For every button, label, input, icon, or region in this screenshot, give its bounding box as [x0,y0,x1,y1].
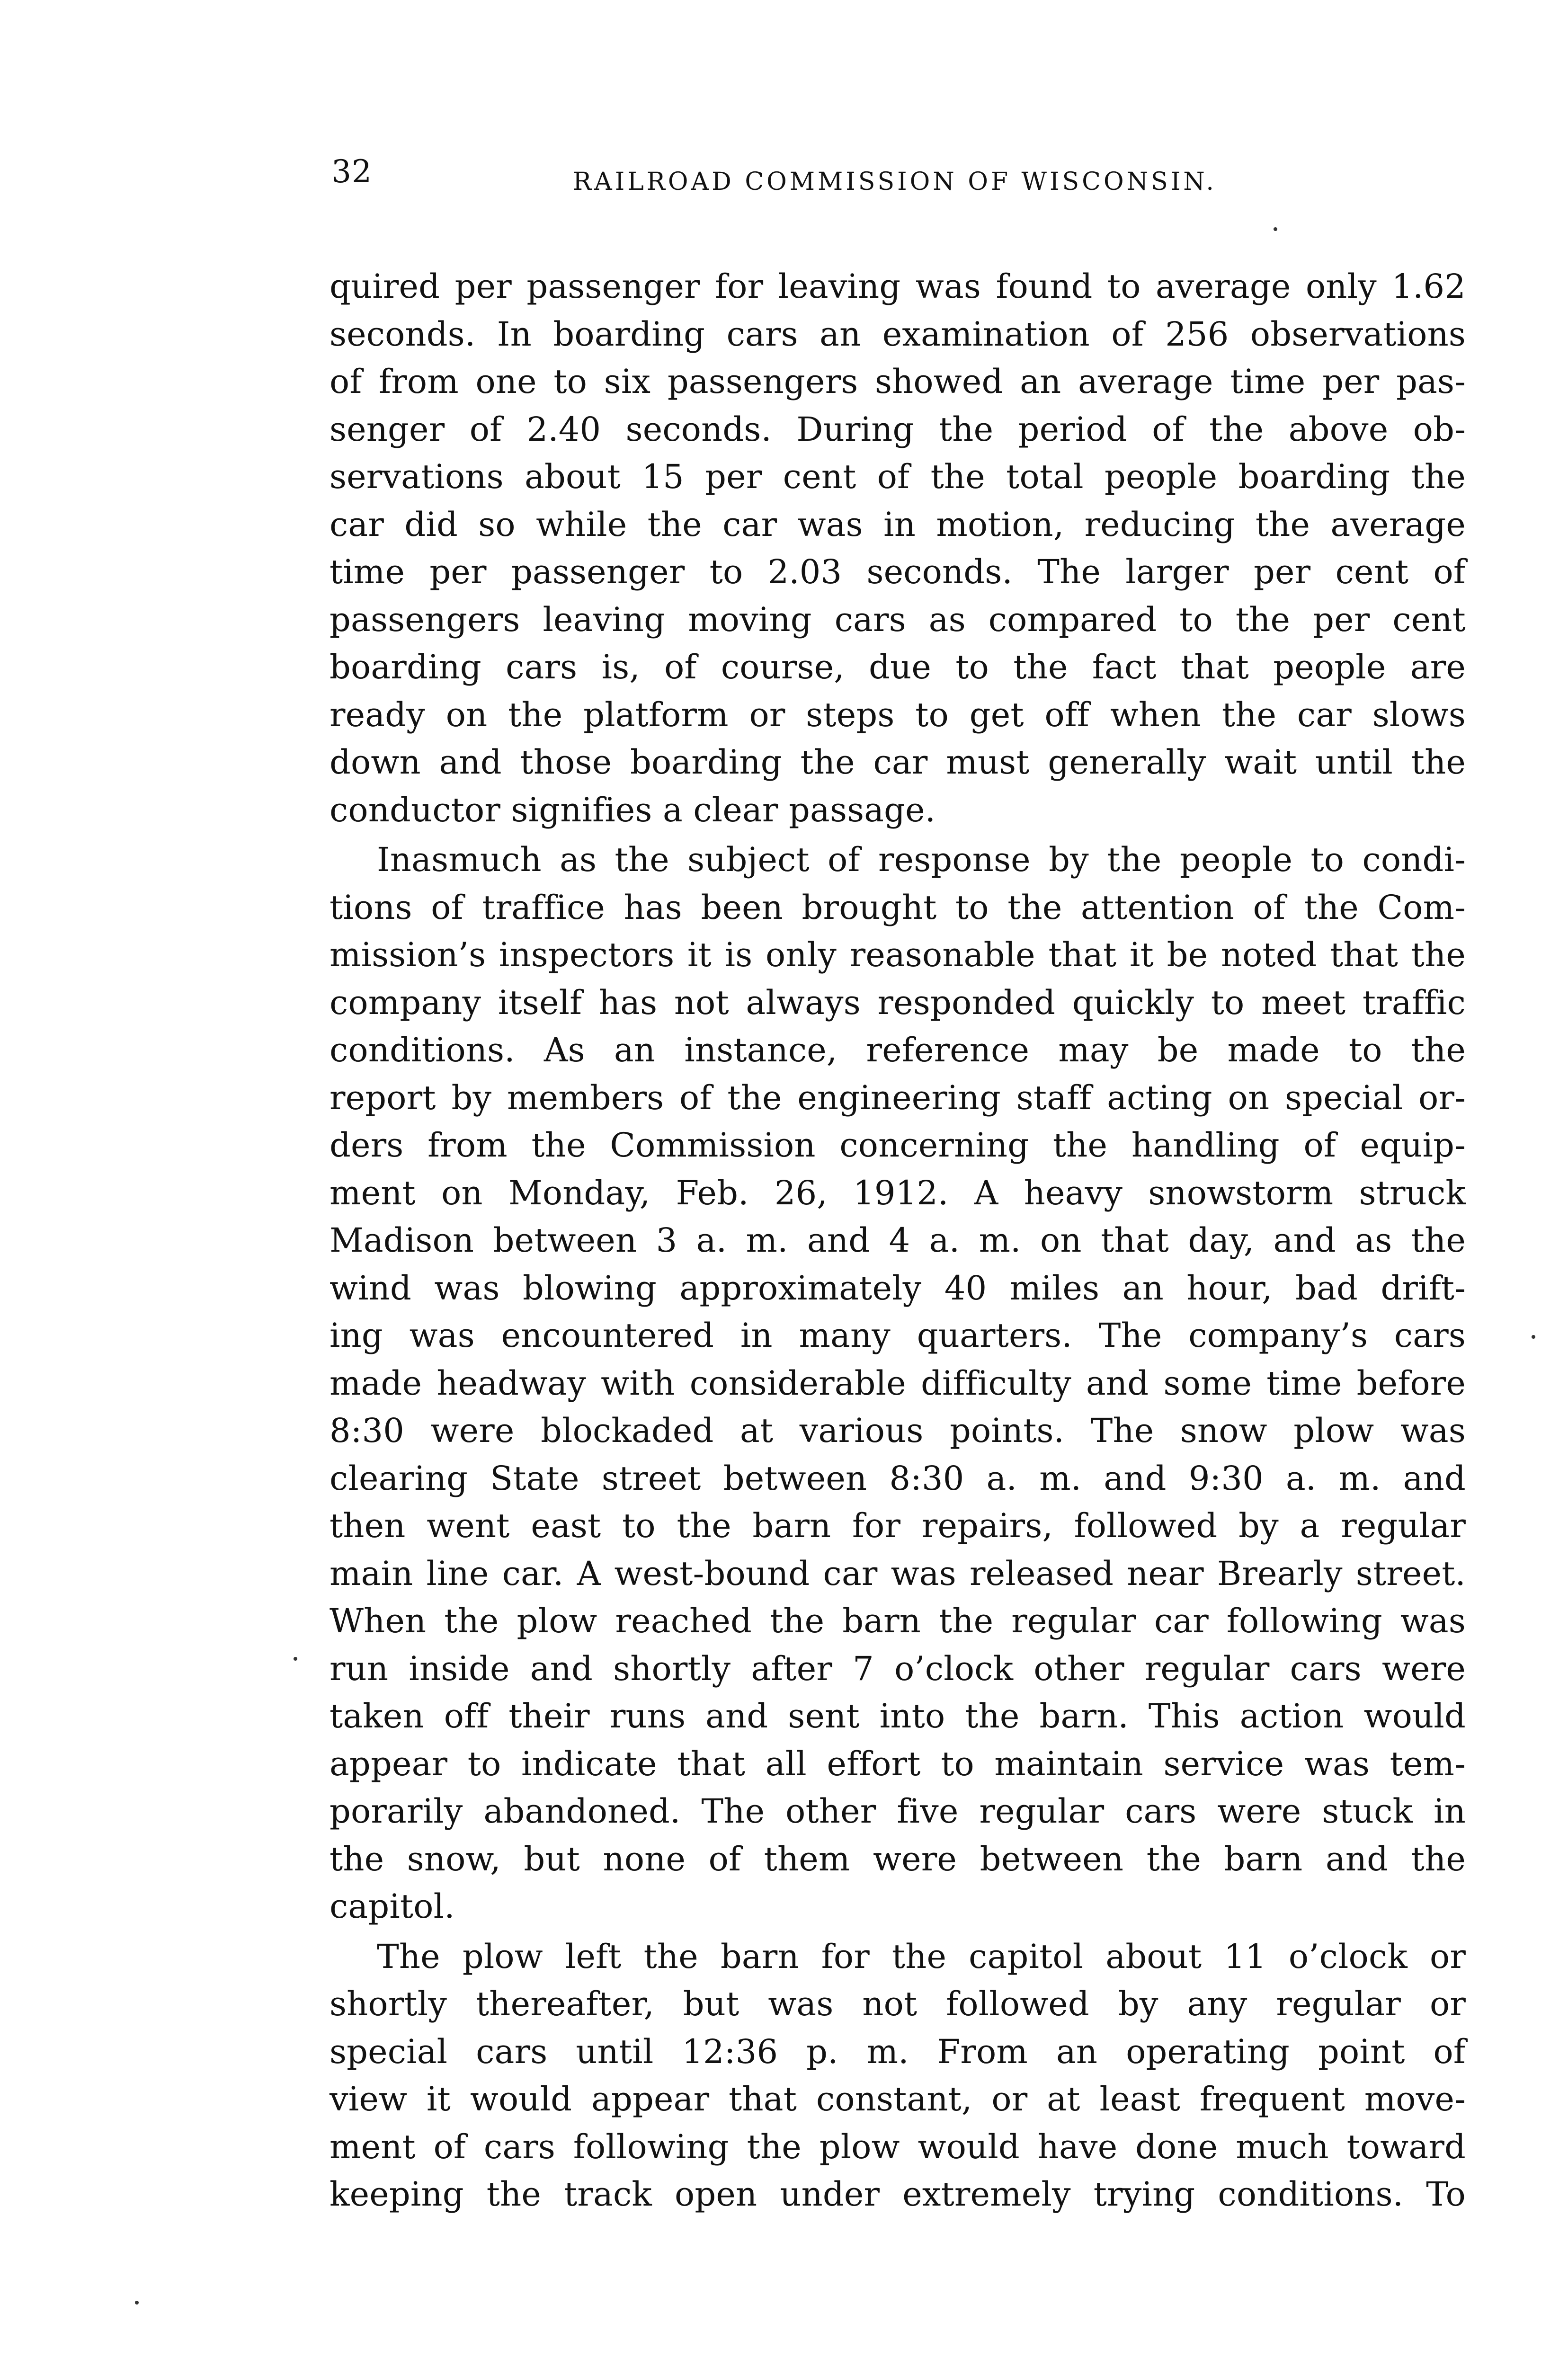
text-line: of from one to six passengers showed an average time per pas- [330,362,1466,401]
text-line: keeping the track open under extremely trying conditions. To [330,2175,1466,2214]
scan-speck [135,2301,139,2305]
text-line: special cars until 12:36 p. m. From an operating point of [330,2032,1466,2071]
text-line: porarily abandoned. The other five regular cars were stuck in [330,1792,1466,1831]
text-line: ders from the Commission concerning the handling of equip- [330,1126,1466,1165]
text-line: view it would appear that constant, or at least frequent move- [330,2080,1466,2118]
text-line: ment of cars following the plow would have done much toward [330,2127,1466,2166]
text-line: conductor signifies a clear passage. [330,790,936,829]
text-line: car did so while the car was in motion, reducing the average [330,505,1466,544]
text-line: conditions. As an instance, reference may be made to the [330,1031,1466,1069]
text-line: servations about 15 per cent of the total people boarding the [330,457,1466,496]
text-line: report by members of the engineering staff acting on special or- [330,1078,1466,1117]
body-text [330,263,1466,2218]
page-header [331,153,1468,208]
text-line: time per passenger to 2.03 seconds. The larger per cent of [330,552,1466,591]
text-line: shortly thereafter, but was not followed by any regular or [330,1984,1466,2023]
scan-speck [1532,1335,1535,1339]
paragraph-2 [330,836,1466,1931]
text-line: mission’s inspectors it is only reasonable that it be noted that the [330,935,1466,974]
text-line: Madison between 3 a. m. and 4 a. m. on that day, and as the [330,1221,1466,1260]
text-line: capitol. [330,1887,455,1926]
text-line: then went east to the barn for repairs, followed by a regular [330,1506,1466,1545]
paragraph-1 [330,263,1466,834]
text-line: When the plow reached the barn the regular car following was [330,1602,1466,1640]
text-line: senger of 2.40 seconds. During the period of the above ob- [330,409,1466,449]
text-line: quired per passenger for leaving was found to average only 1.62 [330,267,1466,306]
text-line: tions of traffice has been brought to the attention of the Com- [330,888,1466,927]
scan-speck [294,1657,297,1661]
paragraph-3 [330,1933,1466,2218]
text-line: company itself has not always responded quickly to meet traffic [330,983,1466,1022]
text-line: ready on the platform or steps to get off when the car slows [330,695,1466,734]
text-line: run inside and shortly after 7 o’clock other regular cars were [330,1649,1466,1688]
running-head: RAILROAD COMMISSION OF WISCONSIN. [573,168,1217,196]
text-line: appear to indicate that all effort to maintain service was tem- [330,1744,1466,1783]
text-line: ing was encountered in many quarters. The company’s cars [330,1316,1466,1355]
scan-speck [1274,227,1277,231]
text-line: made headway with considerable difficulty and some time before [330,1363,1466,1403]
text-line: passengers leaving moving cars as compared to the per cent [330,600,1466,639]
text-line: 8:30 were blockaded at various points. The snow plow was [330,1411,1466,1450]
text-line: ment on Monday, Feb. 26, 1912. A heavy snowstorm struck [330,1173,1466,1212]
text-line: seconds. In boarding cars an examination of 256 observations [330,314,1466,354]
text-line: taken off their runs and sent into the barn. This action would [330,1697,1466,1735]
text-line: boarding cars is, of course, due to the fact that people are [330,648,1466,686]
text-line: down and those boarding the car must generally wait until the [330,743,1466,782]
text-line: main line car. A west-bound car was released near Brearly street. [330,1554,1466,1593]
text-line: the snow, but none of them were between the barn and the [330,1839,1466,1878]
text-line: wind was blowing approximately 40 miles an hour, bad drift- [330,1268,1466,1308]
text-line: clearing State street between 8:30 a. m. and 9:30 a. m. and [330,1459,1466,1498]
text-line: The plow left the barn for the capitol about 11 o’clock or [377,1937,1466,1976]
page-number: 32 [331,153,372,190]
text-line: Inasmuch as the subject of response by the people to condi- [377,840,1466,879]
